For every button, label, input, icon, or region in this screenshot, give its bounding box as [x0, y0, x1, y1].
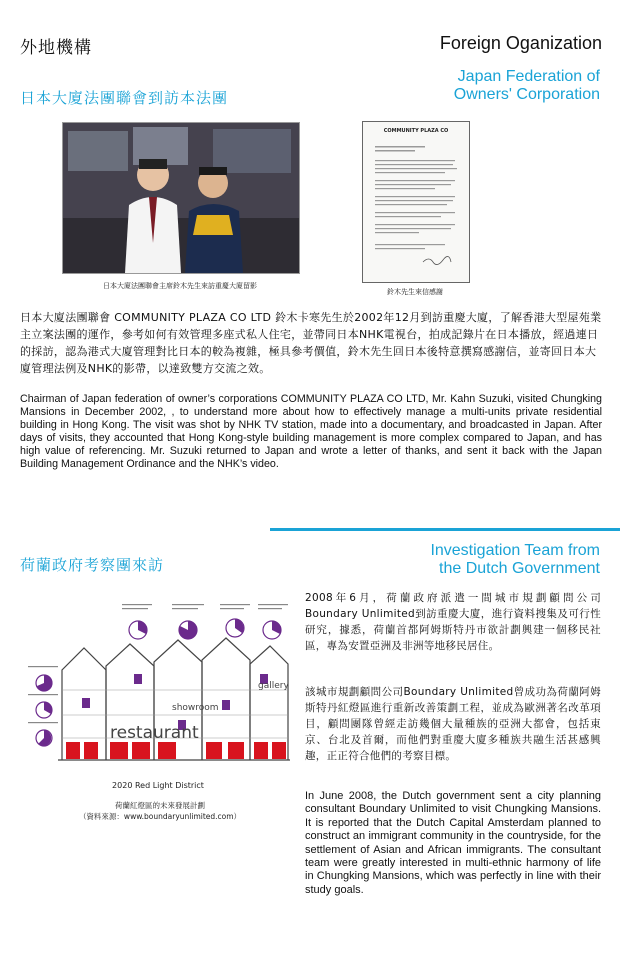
diagram-caption-line2: （資料來源：www.boundaryunlimited.com） — [78, 812, 242, 821]
red-light-district-diagram — [22, 590, 294, 790]
diagram-caption — [40, 800, 280, 822]
visit-photo-image — [63, 123, 299, 273]
section-divider — [270, 528, 620, 531]
section1-title-en-line2: Owners' Corporation — [453, 86, 600, 103]
letter-text-lines — [363, 134, 469, 279]
section2-title-en — [430, 542, 600, 578]
section2-title-cn: 荷蘭政府考察團來訪 — [20, 556, 165, 574]
visit-photo-caption: 日本大廈法團聯會主席鈴木先生來訪重慶大廈留影 — [103, 282, 257, 290]
section1-body-en: Chairman of Japan federation of owner’s corporations COMMUNITY PLAZA CO LTD, Mr. Kahn Suzuki, visited Chungking Mansions in December 2002, , to understand more about how to effectively manage a multi-units private residential building in Hong Kong. The visit was shot by NHK TV station, made into a documentary, and broadcasted in Japan. After days of visits, they accounted that Hong Kong-style building management is more complex compared to Japan, and has high value of referencing. Mr. Suzuki returned to Japan and wrote a letter of thanks, and sent it back with the Japan Building Management Ordinance and the NHK’s video. — [20, 393, 602, 470]
diagram-label-showroom: showroom — [172, 703, 219, 713]
section1-title-en — [454, 68, 600, 104]
diagram-label-gallery: gallery — [258, 681, 289, 691]
section2-title-en-line1: Investigation Team from — [430, 542, 600, 559]
diagram-year-label: 2020 Red Light District — [112, 781, 204, 790]
section2-title-en-line2: the Dutch Government — [439, 560, 600, 577]
section-header-en: Foreign Oganization — [439, 33, 602, 53]
visit-photo — [62, 122, 300, 274]
section2-body-cn-1: 2008年6月，荷蘭政府派遣一間城市規劃顧問公司 Boundary Unlimited到訪重慶大廈，進行資料搜集及可行性研究，據悉，荷蘭首都阿姆斯特丹市欲計劃興建一個移民社區，專為安置亞洲及非洲等地移民居住。 — [305, 592, 601, 652]
section1-body-cn: 日本大廈法團聯會 COMMUNITY PLAZA CO LTD 鈴木卡寒先生於2002年12月到訪重慶大廈，了解香港大型屋苑業主立案法團的運作，參考如何有效管理多座式私人住宅，並帶同日本NHK電視台，拍成記錄片在日本播放，經過連日的採訪，認為港式大廈管理對比日本的較為複雜，極具參考價值，鈴木先生回日本後特意撰寫感謝信，並寄回日本大廈管理法例及NHK的影帶，以達致雙方交流之效。 — [20, 311, 602, 375]
thank-you-letter — [362, 121, 470, 283]
letter-heading: COMMUNITY PLAZA CO — [383, 128, 449, 134]
diagram-caption-line1: 荷蘭紅燈區的未來發展計劃 — [115, 801, 205, 810]
section2-body-en: In June 2008, the Dutch government sent a city planning consultant Boundary Unlimited to visit Chungking Mansions. It is reported that the Dutch Capital Amsterdam planned to construct an immigrant community in the countryside, for the settlement of Asian and African immigrants. The consultant team were greatly interested in multi-ethnic harmony of life in Chungking Mansions, which was perfectly in line with their study goals. — [305, 790, 601, 896]
letter-caption: 鈴木先生來信感謝 — [387, 288, 443, 296]
section1-title-cn: 日本大廈法團聯會到訪本法團 — [20, 89, 229, 107]
diagram-illustration — [22, 590, 294, 790]
section1-title-en-line1: Japan Federation of — [457, 68, 600, 85]
section-header-cn: 外地機構 — [20, 38, 92, 58]
section2-body-cn-2: 該城市規劃顧問公司Boundary Unlimited曾成功為荷蘭阿姆斯特丹紅燈區進行重新改善策劃工程，並成為歐洲著名改革項目，顧問團隊曾經走訪幾個大量種族的亞洲大都會，包括東京、台北及首爾，而他們對重慶大廈多種族共融生活甚感興趣，正正符合他們的考察目標。 — [305, 686, 601, 762]
diagram-label-restaurant: restaurant — [110, 723, 199, 743]
